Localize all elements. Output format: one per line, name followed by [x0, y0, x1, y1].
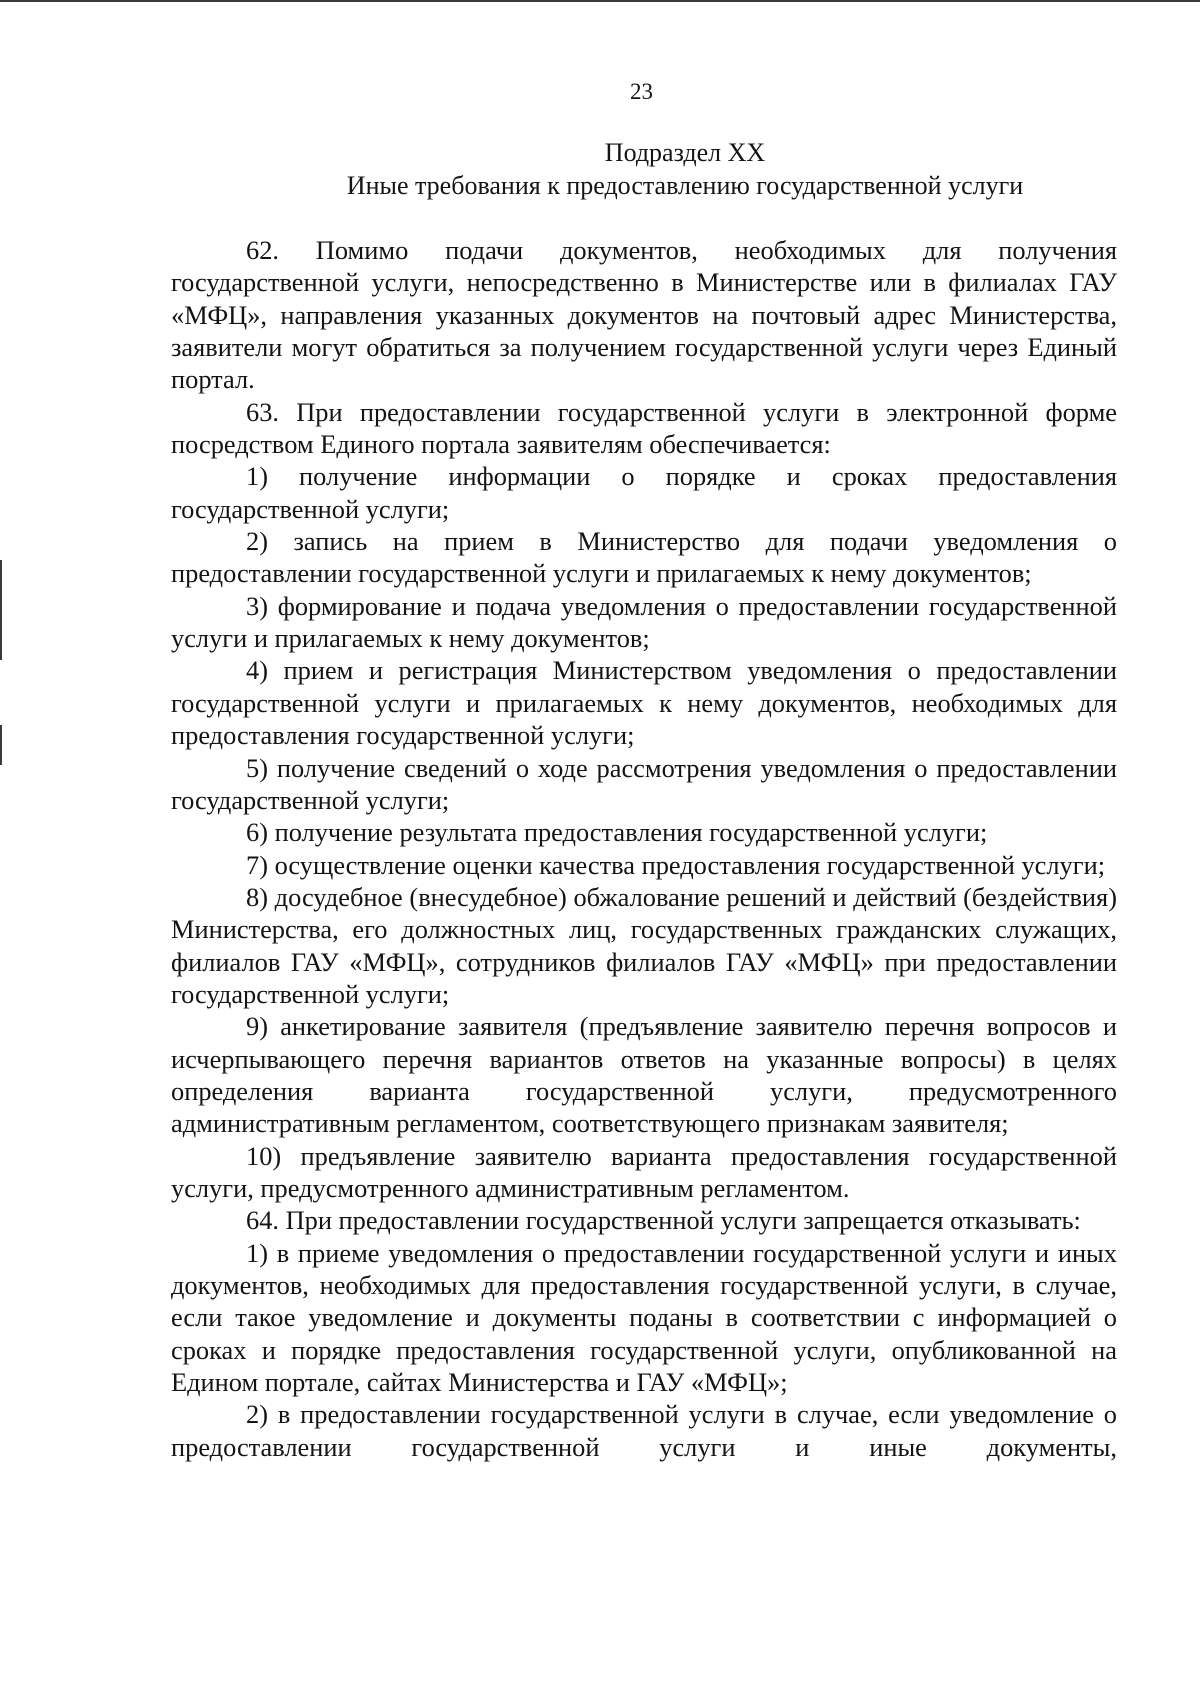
subsection-subtitle: Иные требования к предоставлению государственной услуги: [346, 171, 1024, 200]
list-item-64-2: 2) в предоставлении государственной услуги в случае, если уведомление о предоставлении государственной услуги и иные документы,: [171, 1399, 1117, 1462]
list-item-63-10: 10) предъявление заявителю варианта предоставления государственной услуги, предусмотренного административным регламентом.: [171, 1140, 1117, 1203]
scan-top-border: [0, 0, 1200, 2]
paragraph-63: 63. При предоставлении государственной услуги в электронной форме посредством Единого портала заявителям обеспечивается:: [171, 396, 1117, 460]
list-item-63-4: 4) прием и регистрация Министерством уведомления о предоставлении государственной услуги и прилагаемых к нему документов, необходимых для предоставления государственной услуги;: [171, 655, 1117, 751]
list-item-63-1: 1) получение информации о порядке и сроках предоставления государственной услуги;: [171, 461, 1117, 524]
list-item-63-6: 6) получение результата предоставления государственной услуги;: [246, 817, 988, 848]
scan-edge-mark: [0, 560, 2, 660]
page-number: 23: [630, 79, 653, 104]
document-body: [171, 234, 1117, 1463]
list-item-63-5: 5) получение сведений о ходе рассмотрения уведомления о предоставлении государственной услуги;: [171, 752, 1117, 815]
paragraph-64: 64. При предоставлении государственной услуги запрещается отказывать:: [246, 1205, 1081, 1236]
subsection-title: Подраздел XX: [604, 138, 766, 167]
list-item-64-1: 1) в приеме уведомления о предоставлении государственной услуги и иных документов, необходимых для предоставления государственной услуги, в случае, если такое уведомление и документы поданы в соответствии с информацией о сроках и порядке предоставления государственной услуги, опубликованной на Едином портале, сайтах Министерства и ГАУ «МФЦ»;: [171, 1237, 1117, 1398]
list-item-63-7: 7) осуществление оценки качества предоставления государственной услуги;: [246, 849, 1106, 880]
list-item-63-2: 2) запись на прием в Министерство для подачи уведомления о предоставлении государственной услуги и прилагаемых к нему документов;: [171, 526, 1117, 589]
list-item-63-8: 8) досудебное (внесудебное) обжалование решений и действий (бездействия) Министерства, его должностных лиц, государственных гражданских служащих, филиалов ГАУ «МФЦ», сотрудников филиалов ГАУ «МФЦ» при предоставлении государственной услуги;: [171, 881, 1117, 1009]
list-item-63-3: 3) формирование и подача уведомления о предоставлении государственной услуги и прилагаемых к нему документов;: [171, 590, 1117, 654]
scan-edge-mark: [0, 725, 2, 765]
list-item-63-9: 9) анкетирование заявителя (предъявление заявителю перечня вопросов и исчерпывающего перечня вариантов ответов на указанные вопросы) в целях определения варианта государственной услуги, предусмотренного административным регламентом, соответствующего признакам заявителя;: [171, 1011, 1117, 1139]
paragraph-62: 62. Помимо подачи документов, необходимых для получения государственной услуги, непосредственно в Министерстве или в филиалах ГАУ «МФЦ», направления указанных документов на почтовый адрес Министерства, заявители могут обратиться за получением государственной услуги через Единый портал.: [171, 235, 1117, 395]
